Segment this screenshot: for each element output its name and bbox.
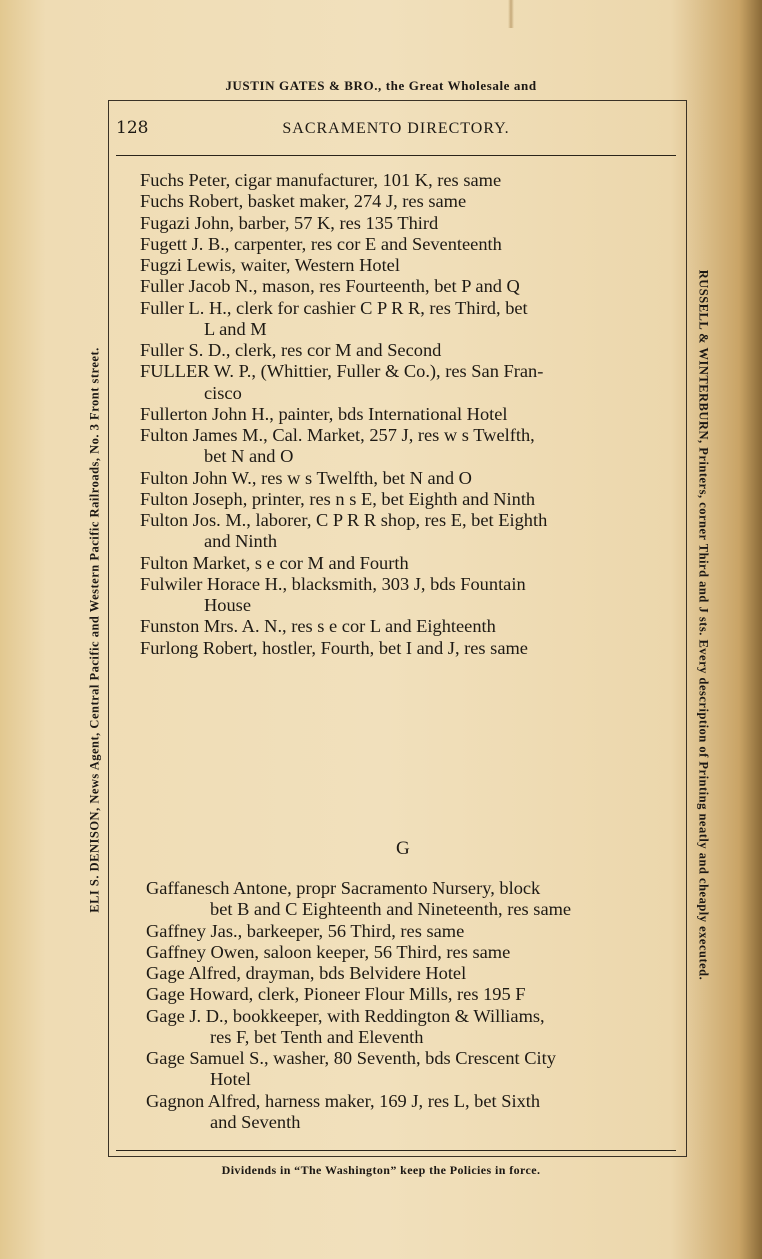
directory-entry: Fulwiler Horace H., blacksmith, 303 J, bds Fountain: [140, 573, 526, 594]
directory-entry-continuation: House: [204, 595, 251, 615]
right-banner-text: RUSSELL & WINTERBURN, Printers, corner Third and J sts. Every description of Printing neatly and cheaply executed.: [696, 269, 711, 981]
directory-entry: Gaffanesch Antone, propr Sacramento Nursery, block: [146, 878, 541, 898]
directory-entry-continuation: L and M: [204, 318, 267, 339]
directory-entry: Fuller S. D., clerk, res cor M and Second: [140, 340, 442, 360]
directory-entry: Fugzi Lewis, waiter, Western Hotel: [140, 255, 400, 275]
page-number: 128: [116, 118, 149, 138]
directory-entry: Fugazi John, barber, 57 K, res 135 Third: [140, 212, 439, 233]
directory-entry: FULLER W. P., (Whittier, Fuller & Co.), res San Fran-: [140, 361, 544, 382]
page-crease: [508, 0, 514, 28]
header-rule: [116, 155, 676, 156]
page-title: SACRAMENTO DIRECTORY.: [282, 120, 510, 137]
directory-entry: Fulton James M., Cal. Market, 257 J, res w s Twelfth,: [140, 425, 535, 445]
directory-entry: Fuller Jacob N., mason, res Fourteenth, bet P and Q: [140, 276, 520, 297]
page-header: [116, 118, 676, 142]
directory-entry: Fuller L. H., clerk for cashier C P R R, res Third, bet: [140, 297, 528, 318]
directory-entry-continuation: and Ninth: [204, 531, 278, 552]
directory-entry: Gaffney Owen, saloon keeper, 56 Third, res same: [146, 941, 511, 962]
directory-entry: Gage Howard, clerk, Pioneer Flour Mills, res 195 F: [146, 984, 526, 1005]
directory-entry: Fulton Jos. M., laborer, C P R R shop, res E, bet Eighth: [140, 510, 548, 530]
directory-entry: Gagnon Alfred, harness maker, 169 J, res L, bet Sixth: [146, 1090, 541, 1111]
top-advertisement-banner: JUSTIN GATES & BRO., the Great Wholesale and: [225, 78, 537, 93]
directory-entry-continuation: bet N and O: [204, 446, 294, 467]
directory-entry: Fulton Joseph, printer, res n s E, bet Eighth and Ninth: [140, 488, 536, 509]
directory-entry: Fuchs Peter, cigar manufacturer, 101 K, res same: [140, 170, 502, 190]
directory-entry: Gage Alfred, drayman, bds Belvidere Hotel: [146, 963, 467, 983]
directory-entry-continuation: Hotel: [210, 1069, 251, 1090]
directory-entry: Fugett J. B., carpenter, res cor E and Seventeenth: [140, 233, 502, 254]
directory-entry-continuation: bet B and C Eighteenth and Nineteenth, res same: [210, 899, 572, 920]
directory-entry: Gage J. D., bookkeeper, with Reddington & Williams,: [146, 1005, 545, 1026]
section-letter-heading: G: [396, 838, 410, 859]
directory-entry: Furlong Robert, hostler, Fourth, bet I and J, res same: [140, 637, 528, 658]
bottom-advertisement-banner: Dividends in “The Washington” keep the Policies in force.: [221, 1163, 541, 1177]
directory-entry: Fuchs Robert, basket maker, 274 J, res same: [140, 191, 467, 212]
footer-rule: [116, 1150, 676, 1151]
left-banner-text: ELI S. DENISON, News Agent, Central Pacific and Western Pacific Railroads, No. 3 Front street.: [87, 347, 102, 913]
directory-entry: Gage Samuel S., washer, 80 Seventh, bds Crescent City: [146, 1048, 556, 1068]
directory-entry: Fulton Market, s e cor M and Fourth: [140, 552, 409, 573]
directory-entry-continuation: and Seventh: [210, 1111, 301, 1132]
directory-entry-continuation: cisco: [204, 382, 242, 403]
directory-entry: Fulton John W., res w s Twelfth, bet N and O: [140, 467, 472, 488]
directory-entry: Funston Mrs. A. N., res s e cor L and Eighteenth: [140, 616, 496, 637]
directory-entry: Gaffney Jas., barkeeper, 56 Third, res same: [146, 920, 465, 941]
directory-entry: Fullerton John H., painter, bds International Hotel: [140, 403, 508, 424]
directory-entry-continuation: res F, bet Tenth and Eleventh: [210, 1026, 424, 1047]
